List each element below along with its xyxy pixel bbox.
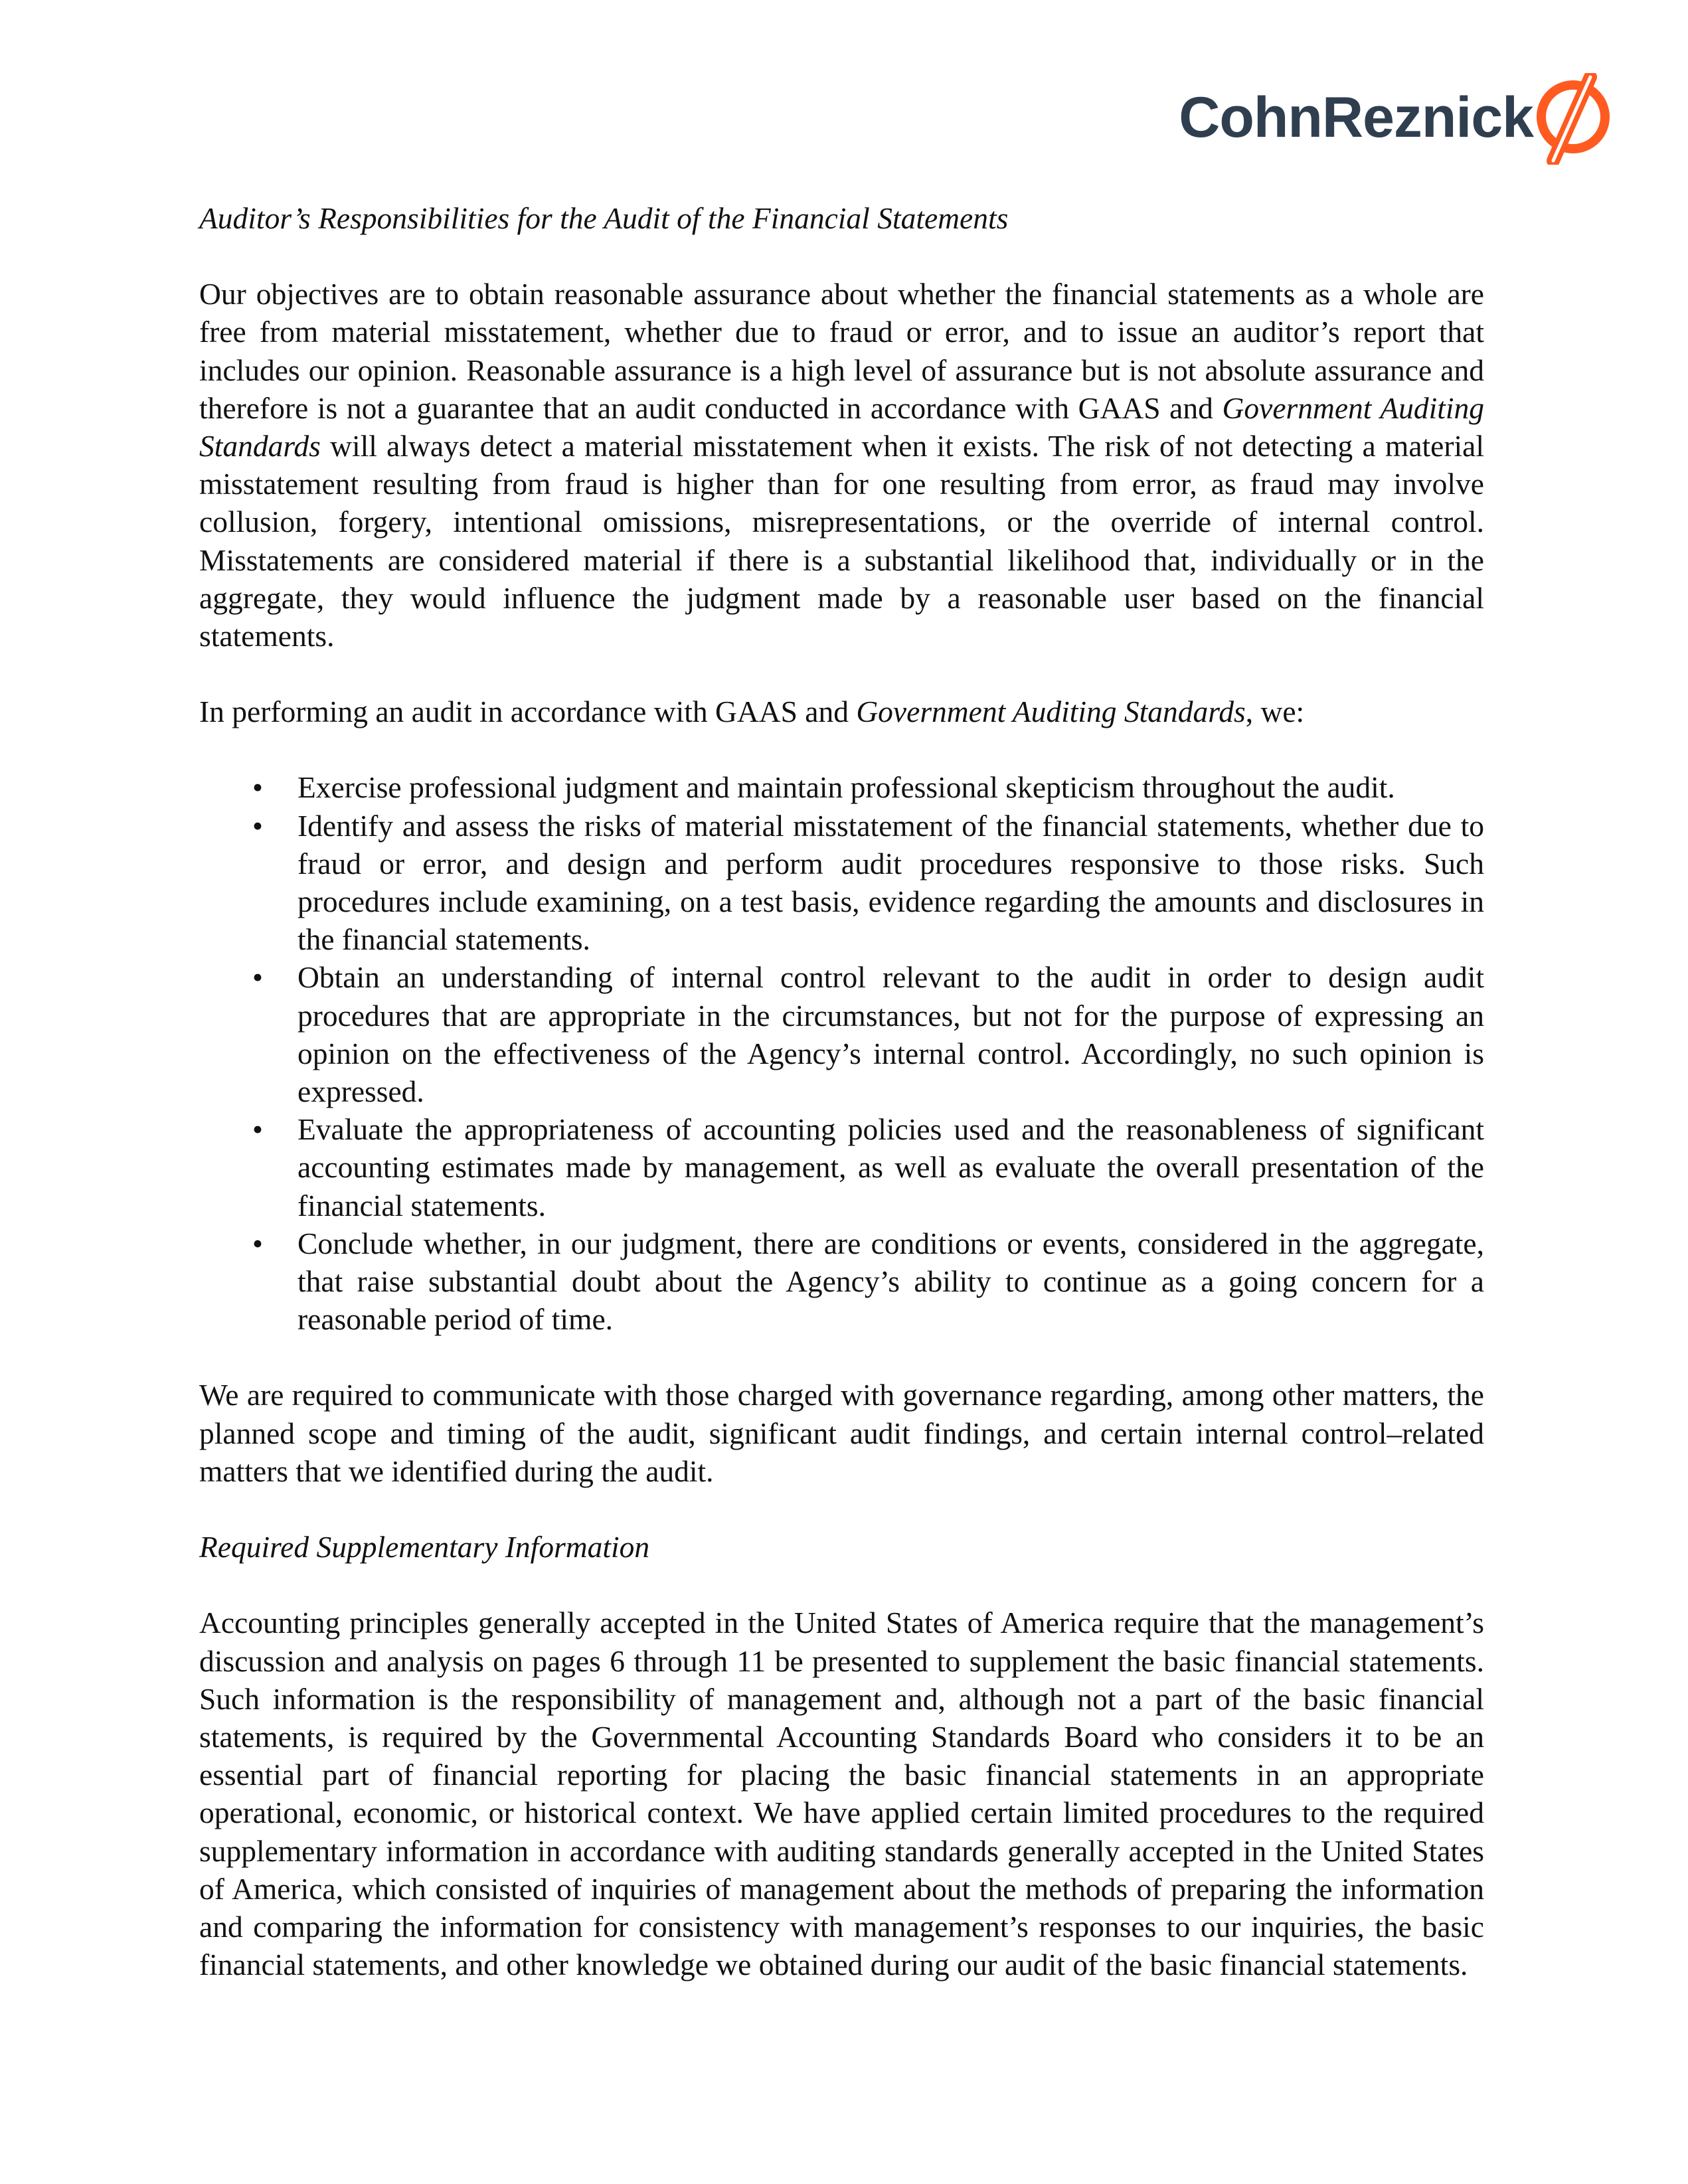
paragraph-objectives: Our objectives are to obtain reasonable assurance about whether the financial statements as a whole are free from material misstatement, whether due to fraud or error, and to issue an auditor’s report that includes our opinion. Reasonable assurance is a high level of assurance but is not absolute assurance and therefore is not a guarantee that an audit conducted in accordance with GAAS and Government Auditing Standards will always detect a material misstatement when it exists. The risk of not detecting a material misstatement resulting from fraud is higher than for one resulting from error, as fraud may involve collusion, forgery, intentional omissions, misrepresentations, or the override of internal control. Misstatements are considered material if there is a substantial likelihood that, individually or in the aggregate, they would influence the judgment made by a reasonable user based on the financial statements.	[199, 277, 1485, 653]
bullet-icon: •	[252, 1112, 263, 1147]
logo-wordmark: CohnReznick	[1179, 86, 1533, 149]
list-item: • Exercise professional judgment and maintain professional skepticism throughout the audit.	[199, 768, 1484, 806]
list-item: • Obtain an understanding of internal control relevant to the audit in order to design audit procedures that are appropriate in the circumstances, but not for the purpose of expressing an opinion on the effectiveness of the Agency’s internal control. Accordingly, no such opinion is expressed.	[199, 958, 1484, 1110]
list-item: • Evaluate the appropriateness of accounting policies used and the reasonableness of significant accounting estimates made by management, as well as evaluate the overall presentation of the financial statements.	[199, 1110, 1484, 1224]
paragraph-supplementary-information: Accounting principles generally accepted in the United States of America require that the management’s discussion and analysis on pages 6 through 11 be presented to supplement the basic financial statements. Such information is the responsibility of management and, although not a part of the basic financial statements, is required by the Governmental Accounting Standards Board who considers it to be an essential part of financial reporting for placing the basic financial statements in an appropriate operational, economic, or historical context. We have applied certain limited procedures to the required supplementary information in accordance with auditing standards generally accepted in the United States of America, which consisted of inquiries of management about the methods of preparing the information and comparing the information for consistency with management’s responses to our inquiries, the basic financial statements, and other knowledge we obtained during our audit of the basic financial statements.	[199, 1606, 1484, 1982]
paragraph-governance-communication: We are required to communicate with those charged with governance regarding, among other matters, the planned scope and timing of the audit, significant audit findings, and certain internal control–related matters that we identified during the audit.	[199, 1378, 1484, 1488]
paragraph-performing-audit: In performing an audit in accordance with GAAS and Government Auditing Standards, we:	[199, 695, 1305, 729]
section-heading-required-supplementary-information: Required Supplementary Information	[199, 1530, 650, 1564]
document-body	[199, 199, 1484, 1983]
section-heading-auditor-responsibilities: Auditor’s Responsibilities for the Audit of the Financial Statements	[199, 201, 1009, 235]
bullet-icon: •	[252, 960, 263, 995]
company-logo	[1179, 70, 1612, 165]
list-item: • Identify and assess the risks of material misstatement of the financial statements, whether due to fraud or error, and design and perform audit procedures responsive to those risks. Such procedures include examining, on a test basis, evidence regarding the amounts and disclosures in the financial statements.	[199, 807, 1484, 959]
bullet-icon: •	[252, 770, 263, 805]
audit-procedures-list	[199, 768, 1484, 1338]
list-item: • Conclude whether, in our judgment, there are conditions or events, considered in the aggregate, that raise substantial doubt about the Agency’s ability to continue as a going concern for a reasonable period of time.	[199, 1224, 1484, 1339]
logo-swoosh-icon	[1527, 73, 1612, 165]
bullet-icon: •	[252, 1226, 263, 1260]
bullet-icon: •	[252, 808, 263, 843]
